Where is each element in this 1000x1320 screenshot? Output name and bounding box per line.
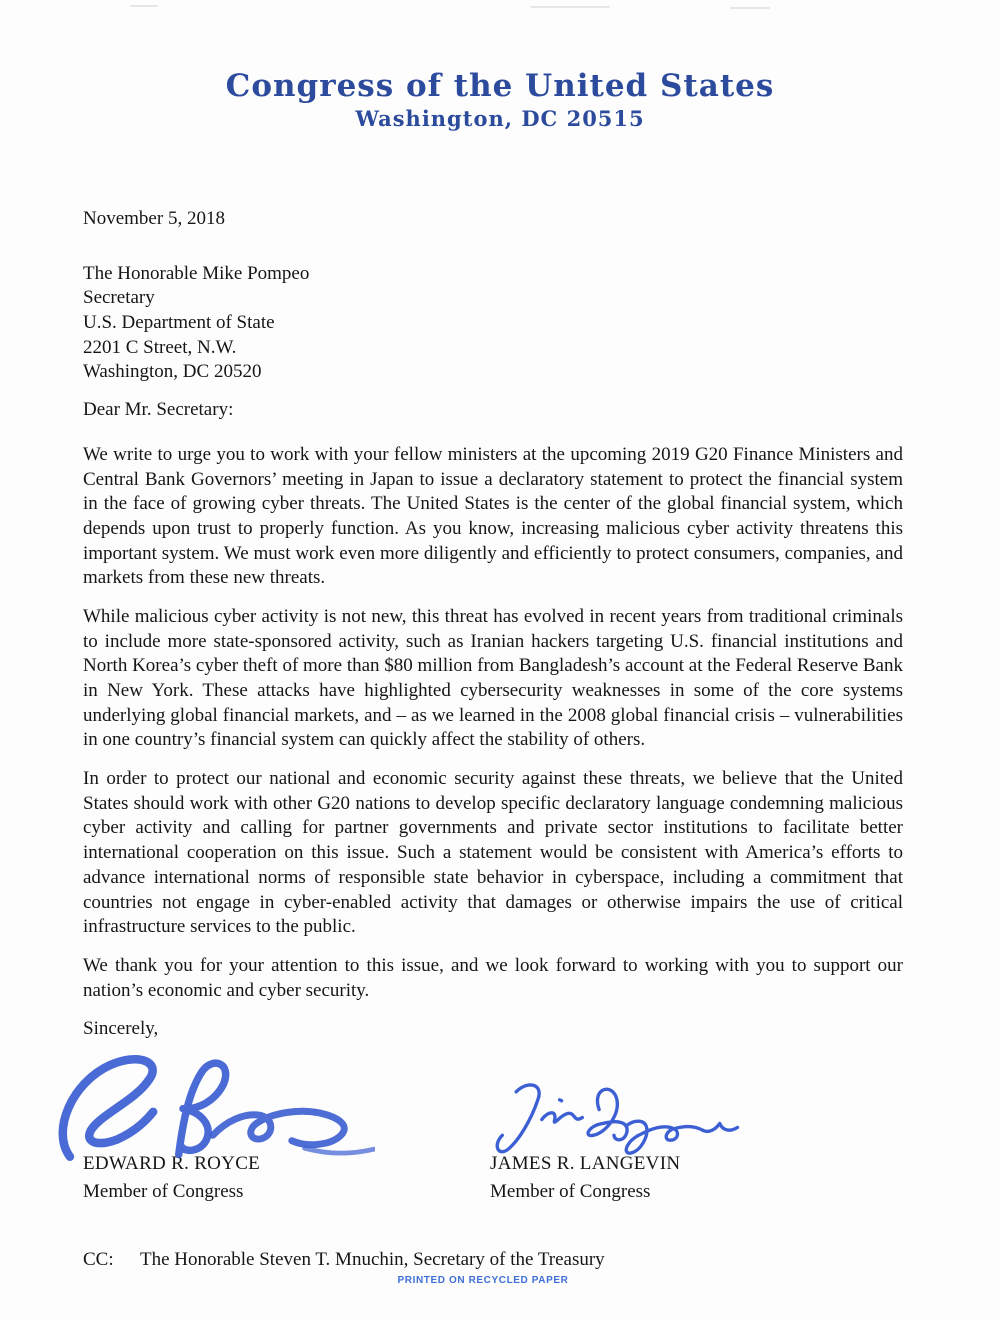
body-paragraph: We write to urge you to work with your fellow ministers at the upcoming 2019 G20 Finance Ministers and Central Bank Governors’ meeting in Japan to issue a declaratory statement to protect the financial system in the face of growing cyber threats. The United States is the center of the global financial system, which depends upon trust to properly function. As you know, increasing malicious cyber activity threatens this important system. We must work even more diligently and efficiently to protect consumers, companies, and markets from these new threats. (83, 443, 903, 589)
body-paragraph: In order to protect our national and economic security against these threats, we believe that the United States should work with other G20 nations to develop specific declaratory language condemning malicious cyber activity and calling for partner governments and private sector institutions to facilitate better international cooperation on this issue. Such a statement would be consistent with America’s efforts to advance international norms of responsible state behavior in cyberspace, including a commitment that countries not engage in cyber-enabled activity that damages or otherwise impairs the use of critical infrastructure services to the public. (83, 768, 903, 938)
recycled-paper-note: PRINTED ON RECYCLED PAPER (397, 1275, 569, 1286)
scan-artifact (130, 5, 158, 7)
closing: Sincerely, (83, 1018, 159, 1040)
body-paragraph: We thank you for your attention to this issue, and we look forward to working with you to support our nation’s economic and cyber security. (83, 954, 903, 1001)
cc-text: The Honorable Steven T. Mnuchin, Secretary of the Treasury (140, 1249, 605, 1271)
cc-label: CC: (83, 1249, 114, 1271)
signer-langevin (490, 1048, 903, 1204)
recipient-line: 2201 C Street, N.W. (83, 336, 237, 358)
recipient-block (83, 262, 903, 385)
scan-artifact (730, 7, 770, 9)
signer-title: Member of Congress (83, 1180, 244, 1202)
body-paragraphs (83, 443, 903, 1003)
signer-title: Member of Congress (490, 1180, 651, 1202)
recipient-line: Washington, DC 20520 (83, 361, 262, 383)
letterhead (0, 0, 1000, 131)
scan-artifact (530, 6, 610, 8)
date-line: November 5, 2018 (83, 208, 225, 229)
salutation: Dear Mr. Secretary: (83, 399, 234, 421)
cc-block (83, 1248, 903, 1273)
letter-body (83, 207, 903, 1287)
body-paragraph: While malicious cyber activity is not new, this threat has evolved in recent years from traditional criminals to include more state-sponsored activity, such as Iranian hackers targeting U.S. financial institutions and North Korea’s cyber theft of more than $80 million from Bangladesh’s account at the Federal Reserve Bank in New York. These attacks have highlighted cybersecurity weaknesses in some of the core systems underlying global financial markets, and – as we learned in the 2008 global financial crisis – vulnerabilities in one country’s financial system can quickly affect the stability of others. (83, 605, 903, 751)
signature-block (83, 1048, 903, 1204)
letterhead-address: Washington, DC 20515 (355, 106, 645, 131)
recipient-line: The Honorable Mike Pompeo (83, 262, 310, 284)
recipient-line: Secretary (83, 287, 155, 309)
recipient-line: U.S. Department of State (83, 312, 275, 334)
signer-name: EDWARD R. ROYCE (83, 1152, 261, 1174)
signer-name: JAMES R. LANGEVIN (490, 1152, 681, 1174)
signer-royce (83, 1048, 490, 1204)
letterhead-title: Congress of the United States (225, 68, 775, 104)
